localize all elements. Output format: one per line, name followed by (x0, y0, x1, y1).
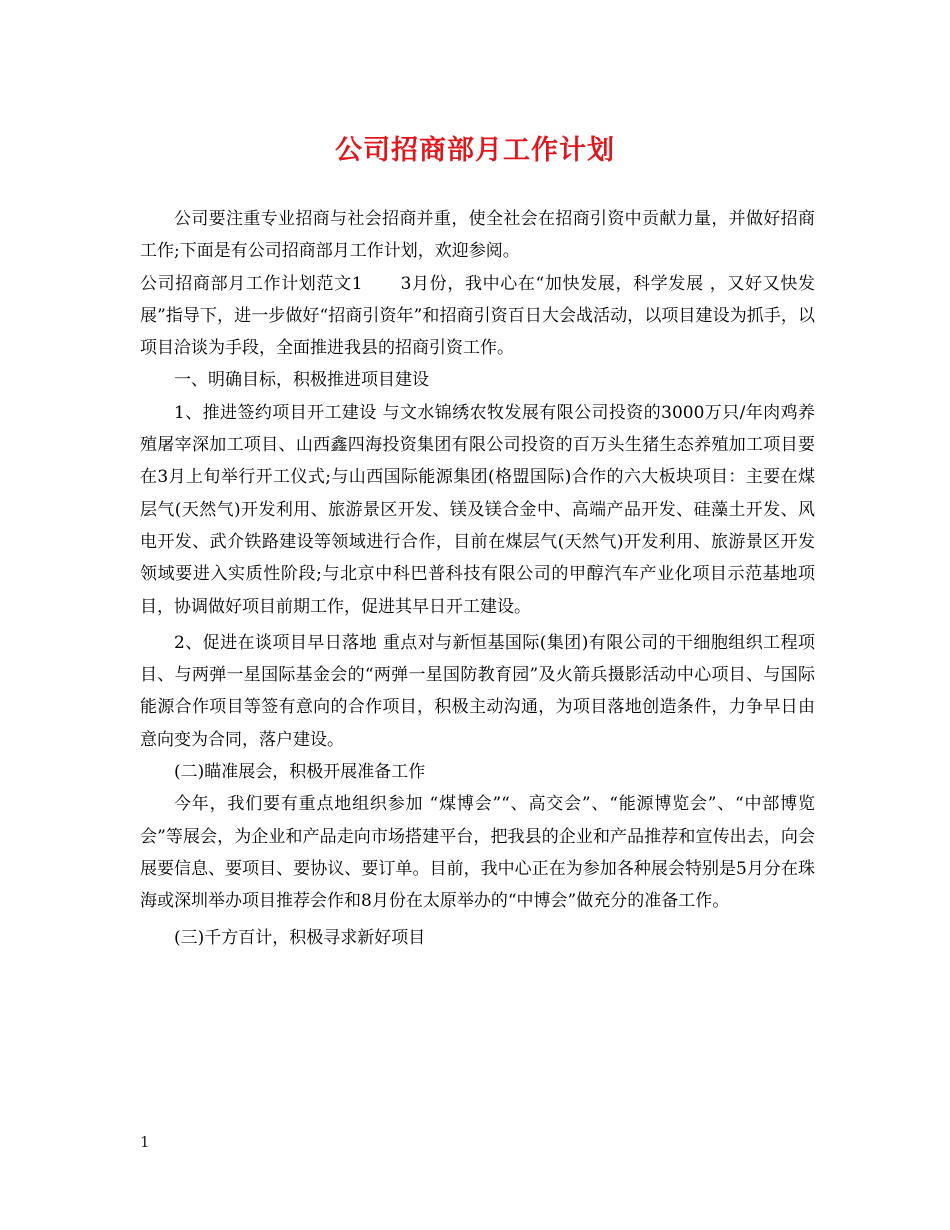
page-number: 1 (140, 1133, 150, 1151)
section-2-heading: (二)瞄准展会，积极开展准备工作 (174, 762, 426, 783)
section-1-item-2: 2、促进在谈项目早日落地 重点对与新恒基国际(集团)有限公司的干细胞组织工程项目、与两弹一星国际基金会的“两弹一星国防教育园”及火箭兵摄影活动中心项目、与国际能源合作项目等签有意向的合作项目，积极主动沟通，为项目落地创造条件，力争早日由意向变为合同，落户建设。 (140, 632, 815, 750)
example-label: 公司招商部月工作计划范文1 (140, 273, 363, 294)
section-2-paragraph: 今年，我们要有重点地组织参加 “煤博会”“、高交会”、“能源博览会”、“中部博览会”等展会，为企业和产品走向市场搭建平台，把我县的企业和产品推荐和宣传出去，向会展要信息、要项目、要协议、要订单。目前，我中心正在为参加各种展会特别是5月分在珠海或深圳举办项目推荐会作和8月份在太原举办的“中博会”做充分的准备工作。 (140, 794, 815, 912)
document-body (140, 203, 815, 954)
section-3-heading: (三)千方百计，积极寻求新好项目 (174, 927, 426, 948)
intro-paragraph: 公司要注重专业招商与社会招商并重，使全社会在招商引资中贡献力量，并做好招商工作;下面是有公司招商部月工作计划，欢迎参阅。 (140, 209, 815, 262)
document-title: 公司招商部月工作计划 (335, 135, 615, 166)
example-text: 3月份，我中心在“加快发展，科学发展 ，又好又快发展”指导下，进一步做好“招商引资年”和招商引资百日大会战活动，以项目建设为抓手，以项目洽谈为手段，全面推进我县的招商引资工作。 (140, 273, 815, 359)
section-1-item-1: 1、推进签约项目开工建设 与文水锦绣农牧发展有限公司投资的3000万只/年肉鸡养殖屠宰深加工项目、山西鑫四海投资集团有限公司投资的百万头生猪生态养殖加工项目要在3月上旬举行开工仪式;与山西国际能源集团(格盟国际)合作的六大板块项目：主要在煤层气(天然气)开发利用、旅游景区开发、镁及镁合金中、高端产品开发、硅藻土开发、风电开发、武介铁路建设等领域进行合作，目前在煤层气(天然气)开发利用、旅游景区开发领域要进入实质性阶段;与北京中科巴普科技有限公司的甲醇汽车产业化项目示范基地项目，协调做好项目前期工作，促进其早日开工建设。 (140, 402, 815, 617)
section-1-heading: 一、明确目标，积极推进项目建设 (174, 370, 429, 391)
example-paragraph (140, 268, 815, 365)
